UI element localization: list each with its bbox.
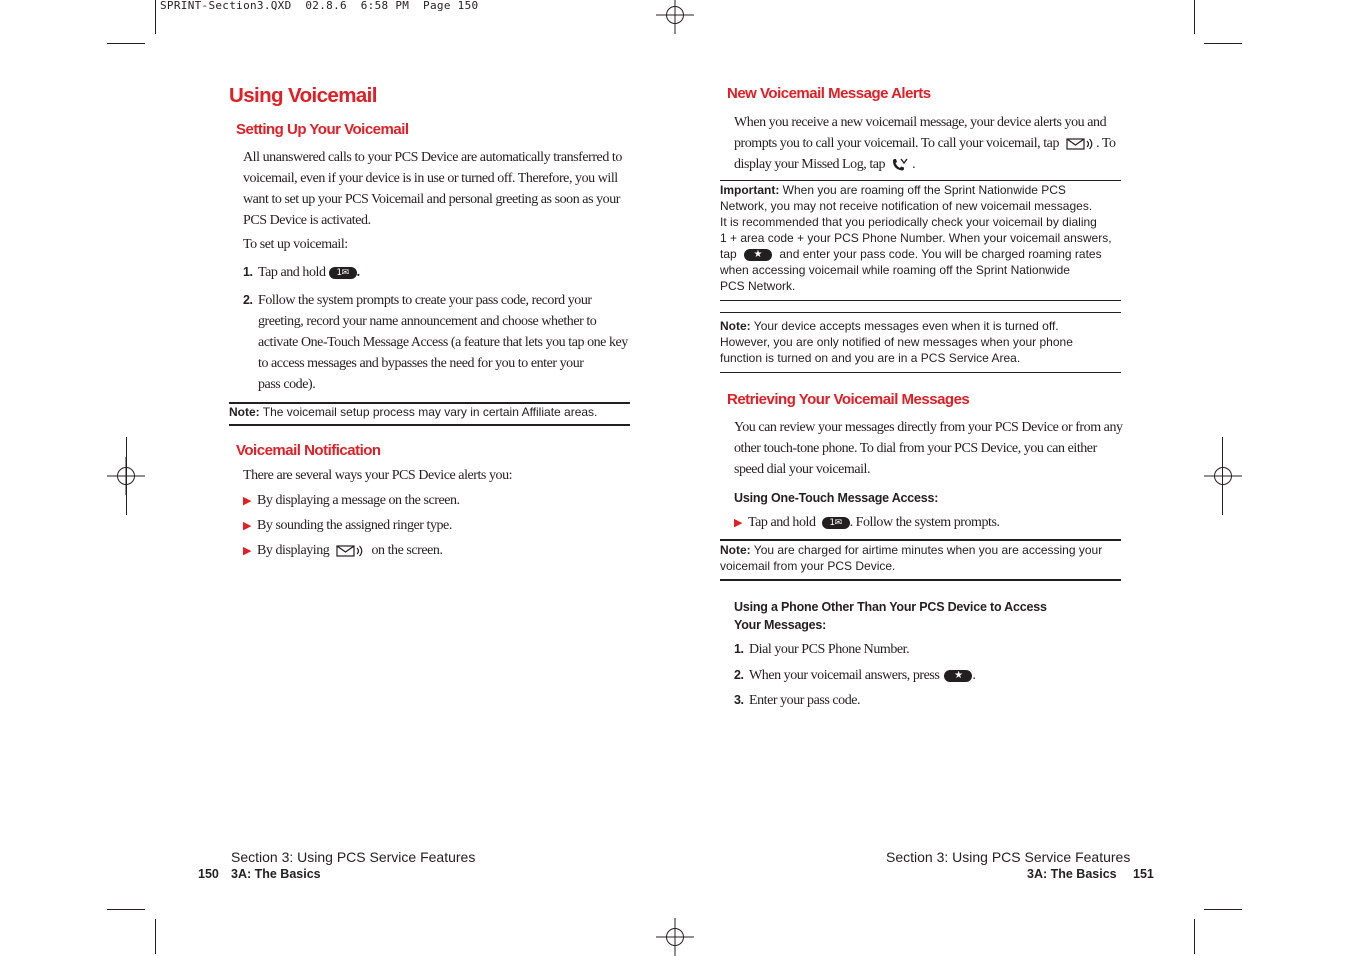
crop-mark — [107, 909, 145, 910]
important-note: Important: When you are roaming off the Sprint Nationwide PCS Network, you may not receive notification of new voicemail messages. It is recommended that you periodically check your voicemail by dialing 1 + area code + your PCS Phone Number. When your voicemail answers, tap ★ and enter your pass code. You will be charged roaming rates when accessing voicemail while roaming off the Sprint Nationwide PCS Network. — [720, 183, 1112, 293]
setup-intro: To set up voicemail: — [243, 237, 348, 252]
footer-page-number-left: 150 — [198, 867, 219, 881]
crop-mark — [155, 919, 156, 954]
other-phone-step-3: 3. Enter your pass code. — [734, 693, 861, 708]
setup-step-2: 2. Follow the system prompts to create your pass code, record your greeting, record your name announcement and choose whether to activate One-Touch Message Access (a feature that lets you tap one key to access messages and bypasses the need for you to enter your pass code). — [243, 293, 628, 392]
section-heading-notification: Voicemail Notification — [236, 442, 381, 459]
registration-line — [1222, 437, 1223, 515]
voicemail-envelope-icon — [1066, 137, 1094, 151]
crop-mark — [155, 0, 156, 34]
footer-section-title-left: Section 3: Using PCS Service Features — [231, 849, 476, 865]
section-heading-alerts: New Voicemail Message Alerts — [727, 85, 931, 102]
crop-mark — [1194, 919, 1195, 954]
footer-page-number-right: 151 — [1133, 867, 1154, 881]
triangle-bullet-icon: ▶ — [243, 519, 252, 532]
other-phone-step-2: 2. When your voicemail answers, press ★ . — [734, 668, 976, 683]
note-device-accepts: Note: Your device accepts messages even when it is turned off. However, you are only notified of new messages when your phone function is turned on and you are in a PCS Service Area. — [720, 319, 1073, 365]
footer-subsection-right: 3A: The Basics — [1027, 867, 1117, 881]
note-airtime: Note: You are charged for airtime minutes when you are accessing your voicemail from your PCS Device. — [720, 543, 1103, 573]
registration-crosshair-icon — [656, 918, 694, 956]
other-phone-heading: Using a Phone Other Than Your PCS Device to Access Your Messages: — [734, 600, 1047, 632]
important-rule-top — [720, 180, 1121, 181]
star-key-icon: ★ — [744, 249, 772, 261]
crop-mark — [1204, 909, 1242, 910]
footer-section-title-right: Section 3: Using PCS Service Features — [886, 849, 1131, 865]
important-rule-bottom — [720, 300, 1121, 301]
retrieving-paragraph: You can review your messages directly from your PCS Device or from any other touch-tone phone. To dial from your PCS Device, you can either speed dial your voicemail. — [734, 420, 1123, 477]
registration-line — [126, 437, 127, 515]
one-touch-bullet: ▶ Tap and hold 1✉ . Follow the system prompts. — [734, 512, 1000, 533]
missed-call-phone-icon — [891, 158, 909, 172]
one-key-icon: 1✉ — [329, 267, 357, 279]
notification-bullet-1: ▶ By displaying a message on the screen. — [243, 490, 460, 511]
note3-rule-top — [720, 539, 1121, 541]
other-phone-step-1: 1. Dial your PCS Phone Number. — [734, 642, 910, 657]
one-key-icon: 1✉ — [822, 517, 850, 529]
triangle-bullet-icon: ▶ — [243, 494, 252, 507]
alerts-paragraph: When you receive a new voicemail message, your device alerts you and prompts you to call your voicemail. To call your voicemail, tap . To display your Missed Log, tap . — [734, 115, 1116, 172]
note2-rule-top — [720, 312, 1121, 313]
print-slug: SPRINT-Section3.QXD 02.8.6 6:58 PM Page 150 — [160, 0, 479, 12]
triangle-bullet-icon: ▶ — [734, 516, 743, 529]
note2-rule-bottom — [720, 372, 1121, 373]
setup-paragraph: All unanswered calls to your PCS Device are automatically transferred to voicemail, even if your device is in use or turned off. Therefore, you will want to set up your PCS Voicemail and personal greeting as soon as your PCS Device is activated. — [243, 150, 622, 228]
triangle-bullet-icon: ▶ — [243, 544, 252, 557]
note-setup: Note: The voicemail setup process may vary in certain Affiliate areas. — [229, 405, 598, 419]
page-title: Using Voicemail — [229, 84, 377, 107]
voicemail-envelope-icon — [336, 544, 364, 558]
setup-step-1: 1. Tap and hold 1✉ . — [243, 265, 360, 280]
note-rule-bottom — [229, 424, 630, 426]
notification-bullet-3: ▶ By displaying on the screen. — [243, 540, 443, 561]
notification-bullet-2: ▶ By sounding the assigned ringer type. — [243, 515, 452, 536]
crop-mark — [1194, 0, 1195, 34]
registration-crosshair-icon — [656, 0, 694, 34]
note3-rule-bottom — [720, 579, 1121, 581]
crop-mark — [107, 43, 145, 44]
crop-mark — [1204, 43, 1242, 44]
notification-intro: There are several ways your PCS Device alerts you: — [243, 468, 513, 483]
registration-crosshair-icon — [1204, 457, 1242, 495]
one-touch-heading: Using One-Touch Message Access: — [734, 491, 939, 505]
star-key-icon: ★ — [944, 670, 972, 682]
section-heading-setup: Setting Up Your Voicemail — [236, 121, 409, 138]
section-heading-retrieving: Retrieving Your Voicemail Messages — [727, 391, 970, 408]
footer-subsection-left: 3A: The Basics — [231, 867, 321, 881]
